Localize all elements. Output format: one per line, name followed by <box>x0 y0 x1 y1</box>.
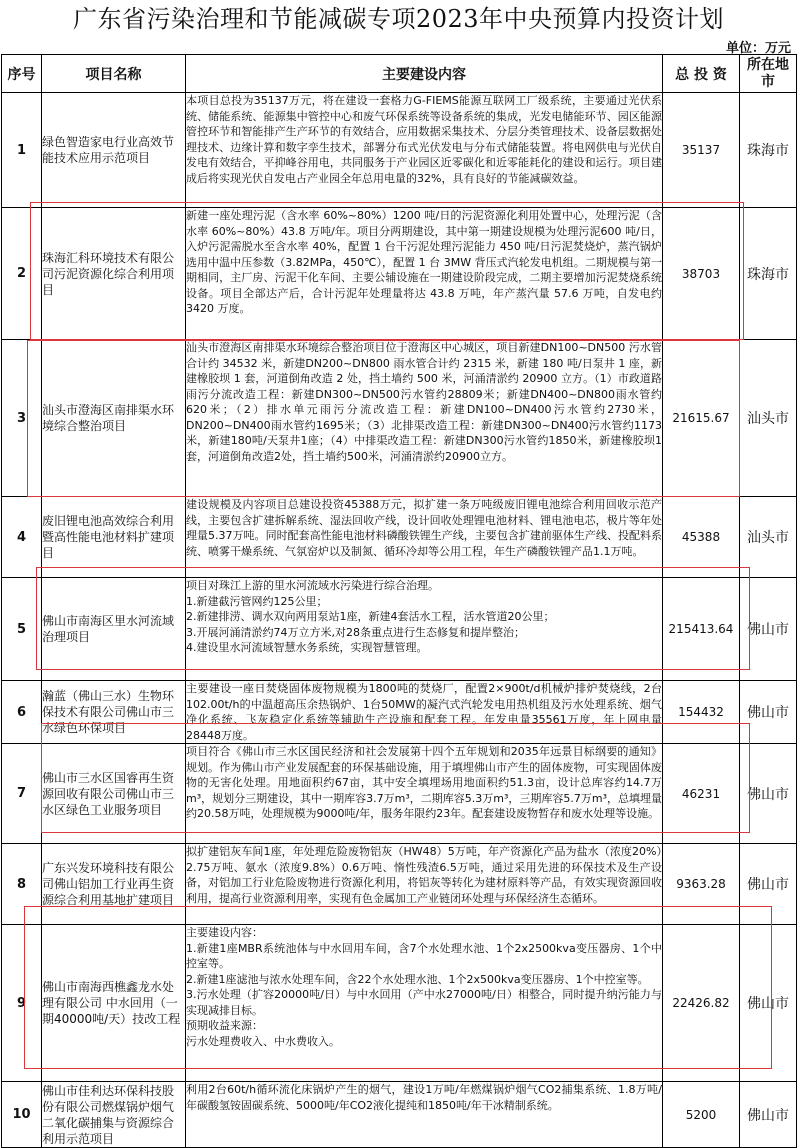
row-city: 珠海市 <box>740 208 797 340</box>
content-line: 2.新建1座滤池与浓水处理车间，含22个水处理水池、1个2x500kva变压器房、1个中控室等。 <box>186 972 649 986</box>
table-row <box>2 208 797 340</box>
row-project-name: 佛山市南海西樵鑫龙水处理有限公司 中水回用（一期40000吨/天）技改工程 <box>42 925 186 1082</box>
row-seq: 9 <box>2 925 42 1082</box>
row-seq: 4 <box>2 497 42 578</box>
content-line: 新建一座处理污泥（含水率 60%~80%）1200 吨/日的污泥资源化利用处置中心，处理污泥（含水率 60%~80%）43.8 万吨/年。项目分两期建设，其中第一期建设规模为处理污泥600 吨/日，入炉污泥需脱水至含水率 40%，配置 1 台干污泥处理污泥能力 450 吨/日污泥焚烧炉，蒸汽锅炉选用中温中压参数（3.82MPa，450℃），配置 1 台 3MW 背压式汽轮发电机组。二期规模与第一期相同，主厂房、污泥干化车间、主要公辅设施在一期建设阶段完成，二期主要增加污泥焚烧系统设备。项目全部达产后，合计污泥年处理量将达 43.8 万吨，年产蒸汽量 57.6 万吨，自发电约 3420 万度。 <box>186 209 662 315</box>
table-row <box>2 681 797 744</box>
content-line: 预期收益来源： <box>186 1019 263 1032</box>
content-line: 主要建设一座日焚烧固体废物规模为1800吨的焚烧厂，配置2×900t/d机械炉排炉焚烧线，2台102.00t/h的中温超高压余热锅炉、1台50MW的凝汽式汽轮发电用热机组及污水处理系统、烟气净化系统、飞灰稳定化系统等辅助生产设施和配套工程。年发电量35561万度，年上网电量28448万度。 <box>186 682 662 742</box>
row-content <box>186 93 663 208</box>
content-line: 3.开展河涌清淤约74万立方米,对28条重点进行生态修复和提岸整治； <box>186 625 525 639</box>
content-line: 4.建设里水河流域智慧水务系统，实现智慧管理。 <box>186 641 428 654</box>
row-city: 汕头市 <box>740 340 797 497</box>
row-seq: 10 <box>2 1082 42 1148</box>
content-line: 主要建设内容： <box>186 926 263 939</box>
table-row <box>2 925 797 1082</box>
row-project-name: 废旧锂电池高效综合利用暨高性能电池材料扩建项目 <box>42 497 186 578</box>
row-total-investment: 22426.82 <box>663 925 740 1082</box>
row-city: 汕头市 <box>740 497 797 578</box>
row-total-investment: 38703 <box>663 208 740 340</box>
content-line: 3.污水处理（扩容20000吨/日）与中水回用（产中水27000吨/日）相整合，同时提升纳污能力与实现减排目标。 <box>186 988 662 1017</box>
row-city: 佛山市 <box>740 681 797 744</box>
row-seq: 7 <box>2 744 42 844</box>
row-total-investment: 9363.28 <box>663 844 740 925</box>
table-header-row <box>2 55 797 93</box>
row-total-investment: 45388 <box>663 497 740 578</box>
row-content <box>186 340 663 497</box>
table-row <box>2 578 797 681</box>
row-project-name: 珠海汇科环境技术有限公司污泥资源化综合利用项目 <box>42 208 186 340</box>
content-line: 建设规模及内容项目总建设投资45388万元，拟扩建一条万吨级废旧锂电池综合利用回收示范产线，主要包含扩建拆解系统、湿法回收产线，设计回收处理锂电池材料、锂电池电芯，极片等年处理量5.37万吨。同时配套高性能电池材料磷酸铁锂生产线，主要包含扩建前驱体生产线、投配料系统、喷雾干燥系统、气氛窑炉以及制氮、循环冷却等公用工程，年生产磷酸铁锂产品1.1万吨。 <box>186 498 662 558</box>
content-line: 污水处理费收入、中水费收入。 <box>186 1034 340 1048</box>
table-row <box>2 744 797 844</box>
table-row <box>2 93 797 208</box>
row-total-investment: 215413.64 <box>663 578 740 681</box>
content-line: 项目符合《佛山市三水区国民经济和社会发展第十四个五年规划和2035年远景目标纲要的通知》规划。作为佛山市产业发展配套的环保基础设施，用于填埋佛山市产生的固体废物，可实现固体废物的无害化处理。用地面积约67亩，其中安全填埋场用地面积约51.3亩，设计总库容约14.7万m³，规划分三期建设，其中一期库容3.7万m³，二期库容5.3万m³，三期库容5.7万m³，总填埋量约20.58万吨，处理规模为9000吨/年，服务年限约23年。配套建设废物暂存和废水处理等设施。 <box>186 745 662 820</box>
table-row <box>2 844 797 925</box>
header-content: 主要建设内容 <box>186 55 663 93</box>
row-seq: 3 <box>2 340 42 497</box>
row-city: 佛山市 <box>740 578 797 681</box>
header-city: 所在地市 <box>740 55 797 93</box>
row-content <box>186 844 663 925</box>
content-line: 1.新建截污管网约125公里； <box>186 594 328 608</box>
row-project-name: 汕头市澄海区南排渠水环境综合整治项目 <box>42 340 186 497</box>
investment-table <box>1 54 797 1148</box>
unit-label: 单位：万元 <box>725 41 791 56</box>
table-row <box>2 497 797 578</box>
row-project-name: 佛山市佳利达环保科技股份有限公司燃煤锅炉烟气二氧化碳捕集与资源综合利用示范项目 <box>42 1082 186 1148</box>
row-city: 佛山市 <box>740 1082 797 1148</box>
table-row <box>2 1082 797 1148</box>
row-seq: 1 <box>2 93 42 208</box>
row-content <box>186 1082 663 1148</box>
header-name: 项目名称 <box>42 55 186 93</box>
row-content <box>186 578 663 681</box>
row-project-name: 佛山市三水区国睿再生资源回收有限公司佛山市三水区绿色工业服务项目 <box>42 744 186 844</box>
row-project-name: 广东兴发环境科技有限公司佛山铝加工行业再生资源综合利用基地扩建项目 <box>42 844 186 925</box>
row-project-name: 绿色智造家电行业高效节能技术应用示范项目 <box>42 93 186 208</box>
row-total-investment: 46231 <box>663 744 740 844</box>
content-line: 1.新建1座MBR系统池体与中水回用车间，含7个水处理水池、1个2x2500kva变压器房、1个中控室等。 <box>186 941 662 970</box>
row-total-investment: 21615.67 <box>663 340 740 497</box>
row-content <box>186 681 663 744</box>
row-seq: 2 <box>2 208 42 340</box>
row-city: 珠海市 <box>740 93 797 208</box>
row-content <box>186 208 663 340</box>
row-project-name: 瀚蓝（佛山三水）生物环保技术有限公司佛山市三水绿色环保项目 <box>42 681 186 744</box>
header-amount: 总 投 资 <box>663 55 740 93</box>
row-seq: 5 <box>2 578 42 681</box>
content-line: 汕头市澄海区南排渠水环境综合整治项目位于澄海区中心城区，项目新建DN100~DN500 污水管合计约 34532 米，新建DN200~DN800 雨水管合计约 2315 米，新建 180 吨/日泵井 1 座，新建橡胶坝 1 套，河道倒角改造 2 处，挡土墙约 500 米，河涌清淤约 20900 立方。（1）市政道路雨污分流改造工程：新建DN300~DN500污水管约28809米；新建DN400~DN800雨水管约620米；（2）排水单元雨污分流改造工程：新建DN100~DN400污水管约2730米，DN200~DN400雨水管约1695米；（3）北排渠改造工程：新建DN300~DN400污水管约1173米，新建180吨/天泵井1座；（4）中排渠改造工程：新建DN300污水管约1850米，新建橡胶坝1套，河道倒角改造2处，挡土墙约500米，河涌清淤约20900立方。 <box>186 341 662 463</box>
row-content <box>186 744 663 844</box>
content-line: 利用2台60t/h循环流化床锅炉产生的烟气，建设1万吨/年燃煤锅炉烟气CO2捕集系统、1.8万吨/年碳酸氢铵固碳系统、5000吨/年CO2液化提纯和1850吨/年干冰精制系统。 <box>186 1083 662 1112</box>
row-city: 佛山市 <box>740 925 797 1082</box>
row-content <box>186 497 663 578</box>
row-seq: 8 <box>2 844 42 925</box>
content-line: 本项目总投为35137万元，将在建设一套格力G-FIEMS能源互联网工厂级系统，主要通过光伏系统、储能系统、能源集中管控中心和废气环保系统等设备系统的集成，光发电储能环节、园区能源管控环节和智能排产生产环节的有效结合，应用数据采集技术、分层分类管理技术、设备层数据处理技术、边缘计算和数字孪生技术，部署分布式光伏发电与分布式储能装置。将电网供电与光伏自发电有效结合，平抑峰谷用电，共同服务于产业园区近零碳化和近零能耗化的建设和运行。项目建成后将实现光伏自发电占产业园全年总用电量的32%，具有良好的节能减碳效益。 <box>186 94 662 185</box>
row-project-name: 佛山市南海区里水河流域治理项目 <box>42 578 186 681</box>
table-row <box>2 340 797 497</box>
header-seq: 序号 <box>2 55 42 93</box>
table-body <box>2 93 797 1148</box>
row-city: 佛山市 <box>740 744 797 844</box>
row-total-investment: 154432 <box>663 681 740 744</box>
content-line: 拟扩建铝灰车间1座，年处理危险废物铝灰（HW48）5万吨，年产资源化产品为盐水（浓度20%）2.75万吨、氨水（浓度9.8%）0.6万吨、惰性残渣6.5万吨，通过采用先进的环保技术及生产设备，对铝加工行业危险废物进行资源化利用，将铝灰等转化为建材原料等产品，有效实现资源回收利用，提高行业资源利用率，实现有色金属加工产业链闭环处理与环保经济生态循环。 <box>186 845 662 905</box>
document-title: 广东省污染治理和节能减碳专项2023年中央预算内投资计划 <box>72 5 725 33</box>
row-total-investment: 35137 <box>663 93 740 208</box>
content-line: 项目对珠江上游的里水河流域水污染进行综合治理。 <box>186 579 439 592</box>
row-total-investment: 5200 <box>663 1082 740 1148</box>
row-seq: 6 <box>2 681 42 744</box>
row-city: 佛山市 <box>740 844 797 925</box>
content-line: 2.新建排涝、调水双向两用泵站1座，新建4套活水工程，活水管道20公里； <box>186 610 555 623</box>
row-content <box>186 925 663 1082</box>
